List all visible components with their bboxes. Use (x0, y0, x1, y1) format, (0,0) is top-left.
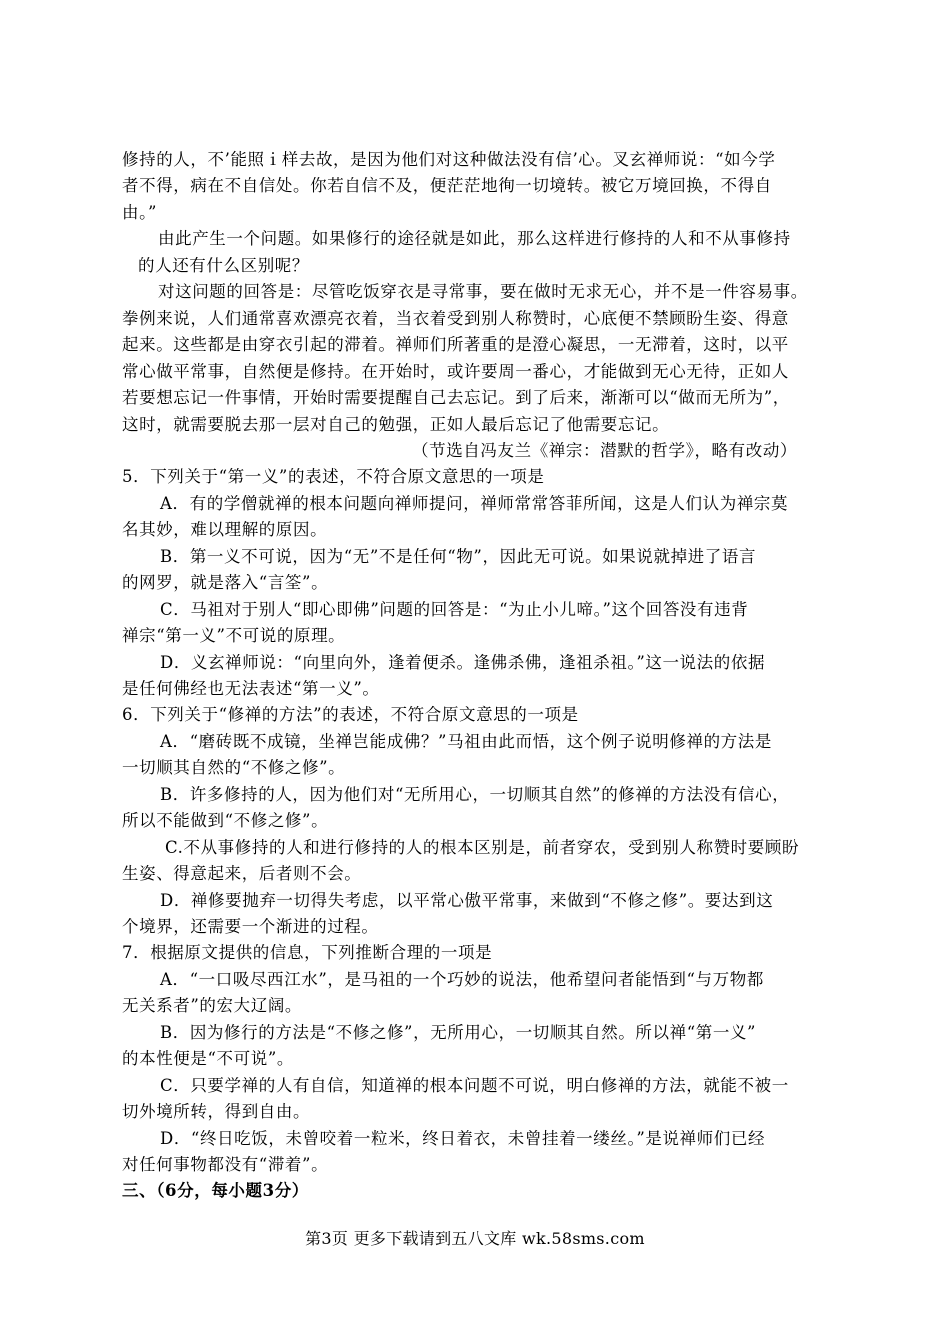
question-7-option: B．因为修行的方法是“不修之修”，无所用心，一切顺其自然。所以禅“第一义” (160, 1023, 757, 1042)
question-5-option: 是任何佛经也无法表述“第一义”。 (122, 679, 380, 698)
passage-line: 修持的人，不’能照ｉ样去故，是因为他们对这种做法没有信’心。叉玄禅师说：“如今学 (122, 150, 776, 169)
question-6-option: D．禅修要抛弃一切得失考虑，以平常心傲平常事，来做到“不修之修”。要达到这 (160, 891, 774, 910)
question-6-option: C.不从事修持的人和进行修持的人的根本区别是，前者穿农，受到别人称赞时要顾盼 (165, 838, 800, 857)
passage-line: 拳例来说，人们通常喜欢漂亮衣着，当衣着受到别人称赞时，心底便不禁顾盼生姿、得意 (122, 309, 789, 328)
page-footer: 第3页 更多下载请到五八文库 wk.58sms.com (305, 1229, 645, 1248)
question-7-stem: 7．根据原文提供的信息，下列推断合理的一项是 (122, 943, 493, 962)
passage-line: 对这问题的回答是：尽管吃饭穿衣是寻常事，要在做时无求无心，并不是一件容易事。 (158, 282, 808, 301)
question-5-stem: 5．下列关于“第一义”的表述，不符合原文意思的一项是 (122, 467, 545, 486)
passage-line: 起来。这些都是由穿衣引起的滞着。禅师们所著重的是澄心凝思，一无滞着，这时，以平 (122, 335, 789, 354)
passage-line: 常心做平常事，自然便是修持。在开始时，或许要周一番心，才能做到无心无待，正如人 (122, 362, 789, 381)
question-7-option: D．“终日吃饭，未曾咬着一粒米，终日着衣，未曾挂着一缕丝。”是说禅师们已经 (160, 1129, 766, 1148)
question-5-option: D．义玄禅师说：“向里向外，逢着便杀。逢佛杀佛，逢祖杀祖。”这一说法的依据 (160, 653, 766, 672)
question-7-option: A．“一口吸尽西江水”，是马祖的一个巧妙的说法，他希望问者能悟到“与万物都 (160, 970, 764, 989)
question-7-option: 无关系者”的宏大辽阔。 (122, 996, 303, 1015)
question-5-option: C．马祖对于别人“即心即佛”问题的回答是：“为止小儿啼。”这个回答没有违背 (160, 600, 749, 619)
passage-source: （节选自冯友兰《禅宗：潜默的哲学》，略有改动） (412, 441, 798, 460)
question-6-option: 个境界，还需要一个渐进的过程。 (122, 917, 379, 936)
section-heading: 三、（6分，每小题3分） (122, 1181, 309, 1200)
question-5-option: B．第一义不可说，因为“无”不是任何“物”，因此无可说。如果说就掉进了语言 (160, 547, 757, 566)
passage-line: 的人还有什么区别呢？ (138, 256, 309, 275)
question-5-option: 禅宗“第一义”不可说的原理。 (122, 626, 346, 645)
question-6-option: 一切顺其自然的“不修之修”。 (122, 758, 346, 777)
passage-line: 若要想忘记一件事情，开始时需要提醒自己去忘记。到了后来，渐渐可以“做而无所为”， (122, 388, 790, 407)
passage-line: 由。” (122, 203, 157, 222)
passage-line: 由此产生一个问题。如果修行的途径就是如此，那么这样进行修持的人和不从事修持 (158, 229, 791, 248)
question-5-option: 的网罗，就是落入“言筌”。 (122, 573, 329, 592)
question-6-option: B．许多修持的人，因为他们对“无所用心，一切顺其自然”的修禅的方法没有信心， (160, 785, 790, 804)
question-7-option: C．只要学禅的人有自信，知道禅的根本问题不可说，明白修禅的方法，就能不被一 (160, 1076, 789, 1095)
question-5-option: A．有的学僧就禅的根本问题向禅师提问，禅师常常答菲所闻，这是人们认为禅宗莫 (160, 494, 789, 513)
question-6-stem: 6．下列关于“修禅的方法”的表述，不符合原文意思的一项是 (122, 705, 579, 724)
question-7-option: 的本性便是“不可说”。 (122, 1049, 294, 1068)
passage-line: 者不得，病在不自信处。你若自信不及，便茫茫地徇一切境转。被它万境回换，不得自 (122, 176, 772, 195)
question-6-option: 所以不能做到“不修之修”。 (122, 811, 329, 830)
question-6-option: 生姿、得意起来，后者则不会。 (122, 864, 362, 883)
passage-line: 这时，就需要脱去那一层对自己的勉强，正如人最后忘记了他需要忘记。 (122, 415, 670, 434)
question-6-option: A．“磨砖既不成镜，坐禅岂能成佛？”马祖由此而悟，这个例子说明修禅的方法是 (160, 732, 772, 751)
question-7-option: 切外境所转，得到自由。 (122, 1102, 311, 1121)
question-5-option: 名其妙，难以理解的原因。 (122, 520, 328, 539)
question-7-option: 对任何事物都没有“滞着”。 (122, 1155, 329, 1174)
